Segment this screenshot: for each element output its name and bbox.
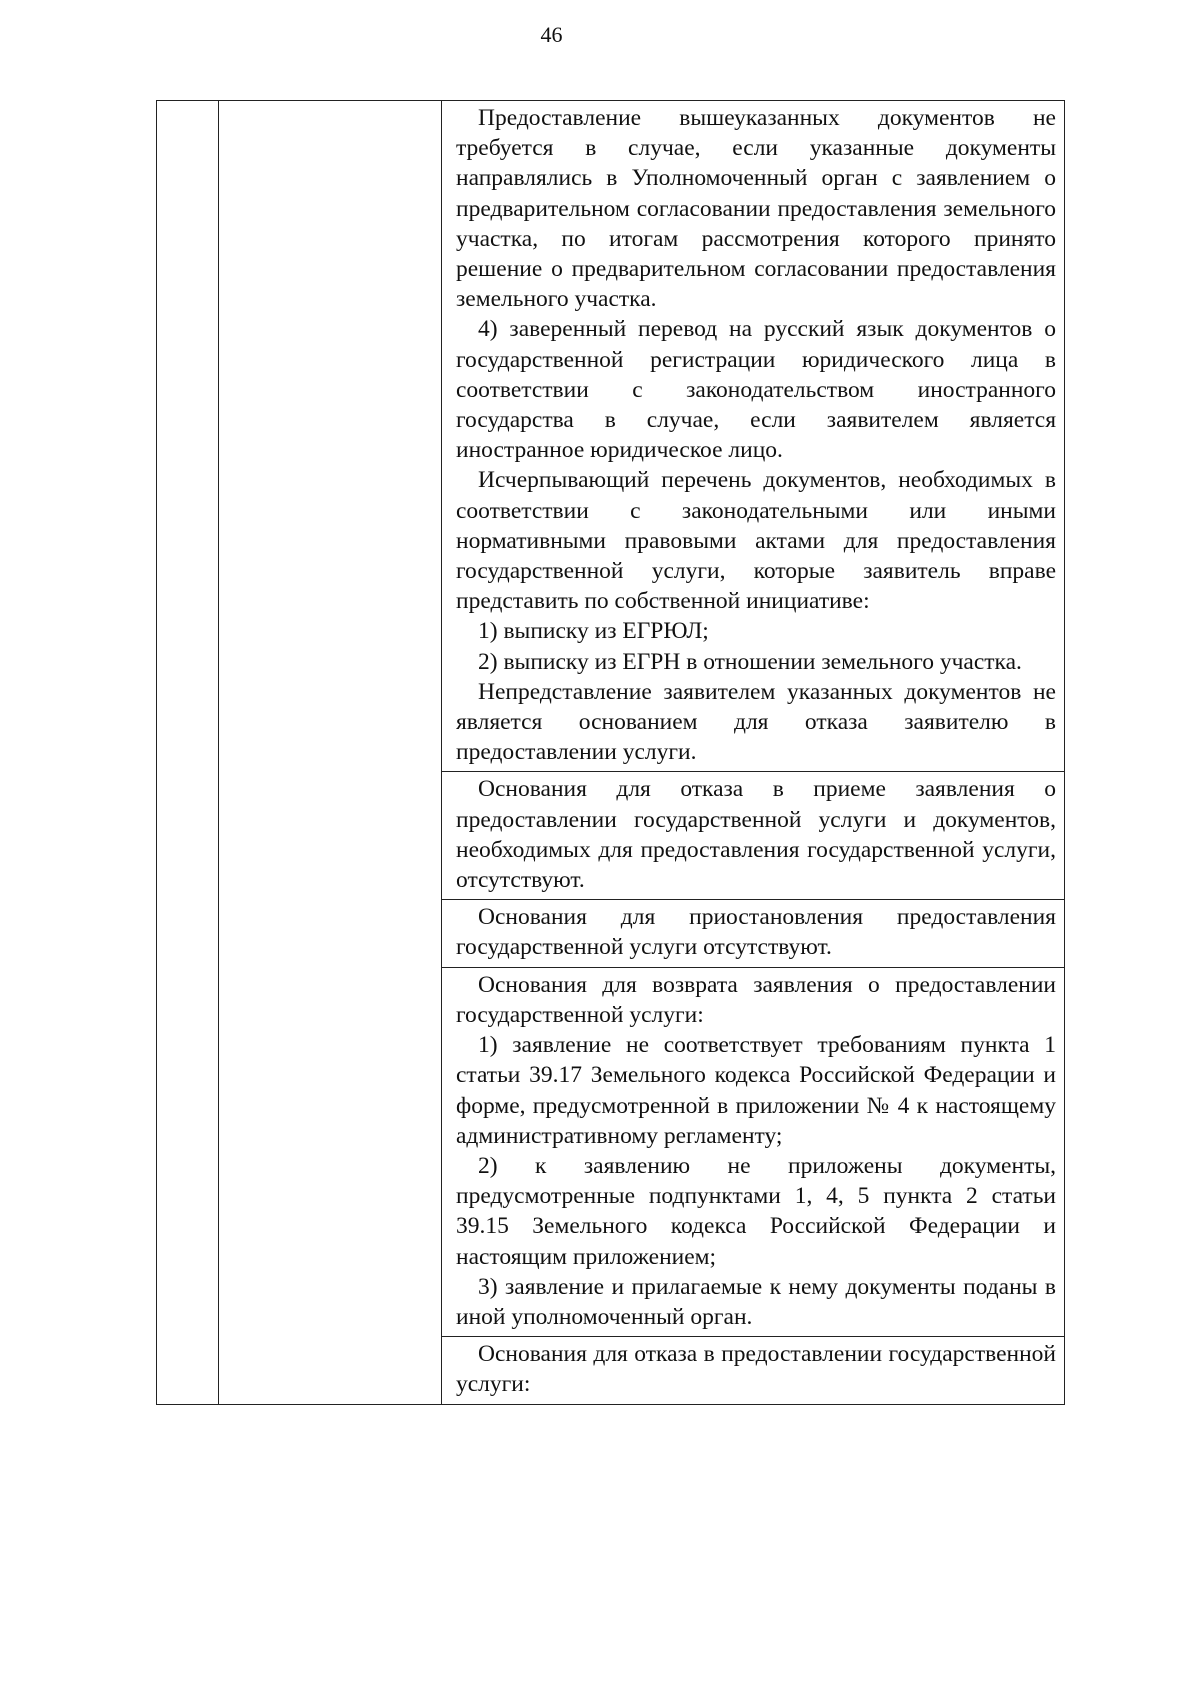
paragraph: 2) к заявлению не приложены документы, предусмотренные подпунктами 1, 4, 5 пункта 2 статьи 39.15 Земельного кодекса Российской Федерации и настоящим приложением; <box>456 1152 1056 1270</box>
suspension-cell <box>442 900 1065 967</box>
paragraph: Основания для отказа в приеме заявления о предоставлении государственной услуги и документов, необходимых для предоставления государственной услуги, отсутствуют. <box>456 776 1056 894</box>
refusal-grounds-cell <box>442 1337 1065 1404</box>
paragraph: Основания для возврата заявления о предоставлении государственной услуги: <box>456 971 1056 1028</box>
paragraph: Основания для отказа в предоставлении государственной услуги: <box>456 1341 1056 1398</box>
paragraph: 3) заявление и прилагаемые к нему документы поданы в иной уполномоченный орган. <box>456 1273 1056 1330</box>
paragraph: Исчерпывающий перечень документов, необходимых в соответствии с законодательными или иными нормативными правовыми актами для предоставления государственной услуги, которые заявитель вправе представить по собственной инициативе: <box>456 467 1056 615</box>
page-number: 46 <box>540 22 563 47</box>
return-grounds-cell <box>442 967 1065 1336</box>
regulation-table <box>156 100 1065 1405</box>
paragraph: Предоставление вышеуказанных документов не требуется в случае, если указанные документы направлялись в Уполномоченный орган с заявлением о предварительном согласовании предоставления земельного участка, по итогам рассмотрения которого принято решение о предварительном согласовании предоставления земельного участка. <box>456 105 1056 313</box>
paragraph: Основания для приостановления предоставления государственной услуги отсутствуют. <box>456 904 1056 961</box>
empty-column-1 <box>157 101 219 1405</box>
paragraph: 1) заявление не соответствует требованиям пункта 1 статьи 39.17 Земельного кодекса Российской Федерации и форме, предусмотренной в приложении № 4 к настоящему административному регламенту; <box>456 1032 1056 1149</box>
paragraph: Непредставление заявителем указанных документов не является основанием для отказа заявителю в предоставлении услуги. <box>456 678 1056 766</box>
refusal-acceptance-cell <box>442 772 1065 900</box>
paragraph: 4) заверенный перевод на русский язык документов о государственной регистрации юридического лица в соответствии с законодательством иностранного государства в случае, если заявителем является иностранное юридическое лицо. <box>456 316 1056 464</box>
paragraph: 1) выписку из ЕГРЮЛ; <box>478 618 709 645</box>
paragraph: 2) выписку из ЕГРН в отношении земельного участка. <box>478 648 1022 675</box>
documents-cell <box>442 101 1065 772</box>
empty-column-2 <box>219 101 442 1405</box>
table-row <box>157 101 1065 772</box>
